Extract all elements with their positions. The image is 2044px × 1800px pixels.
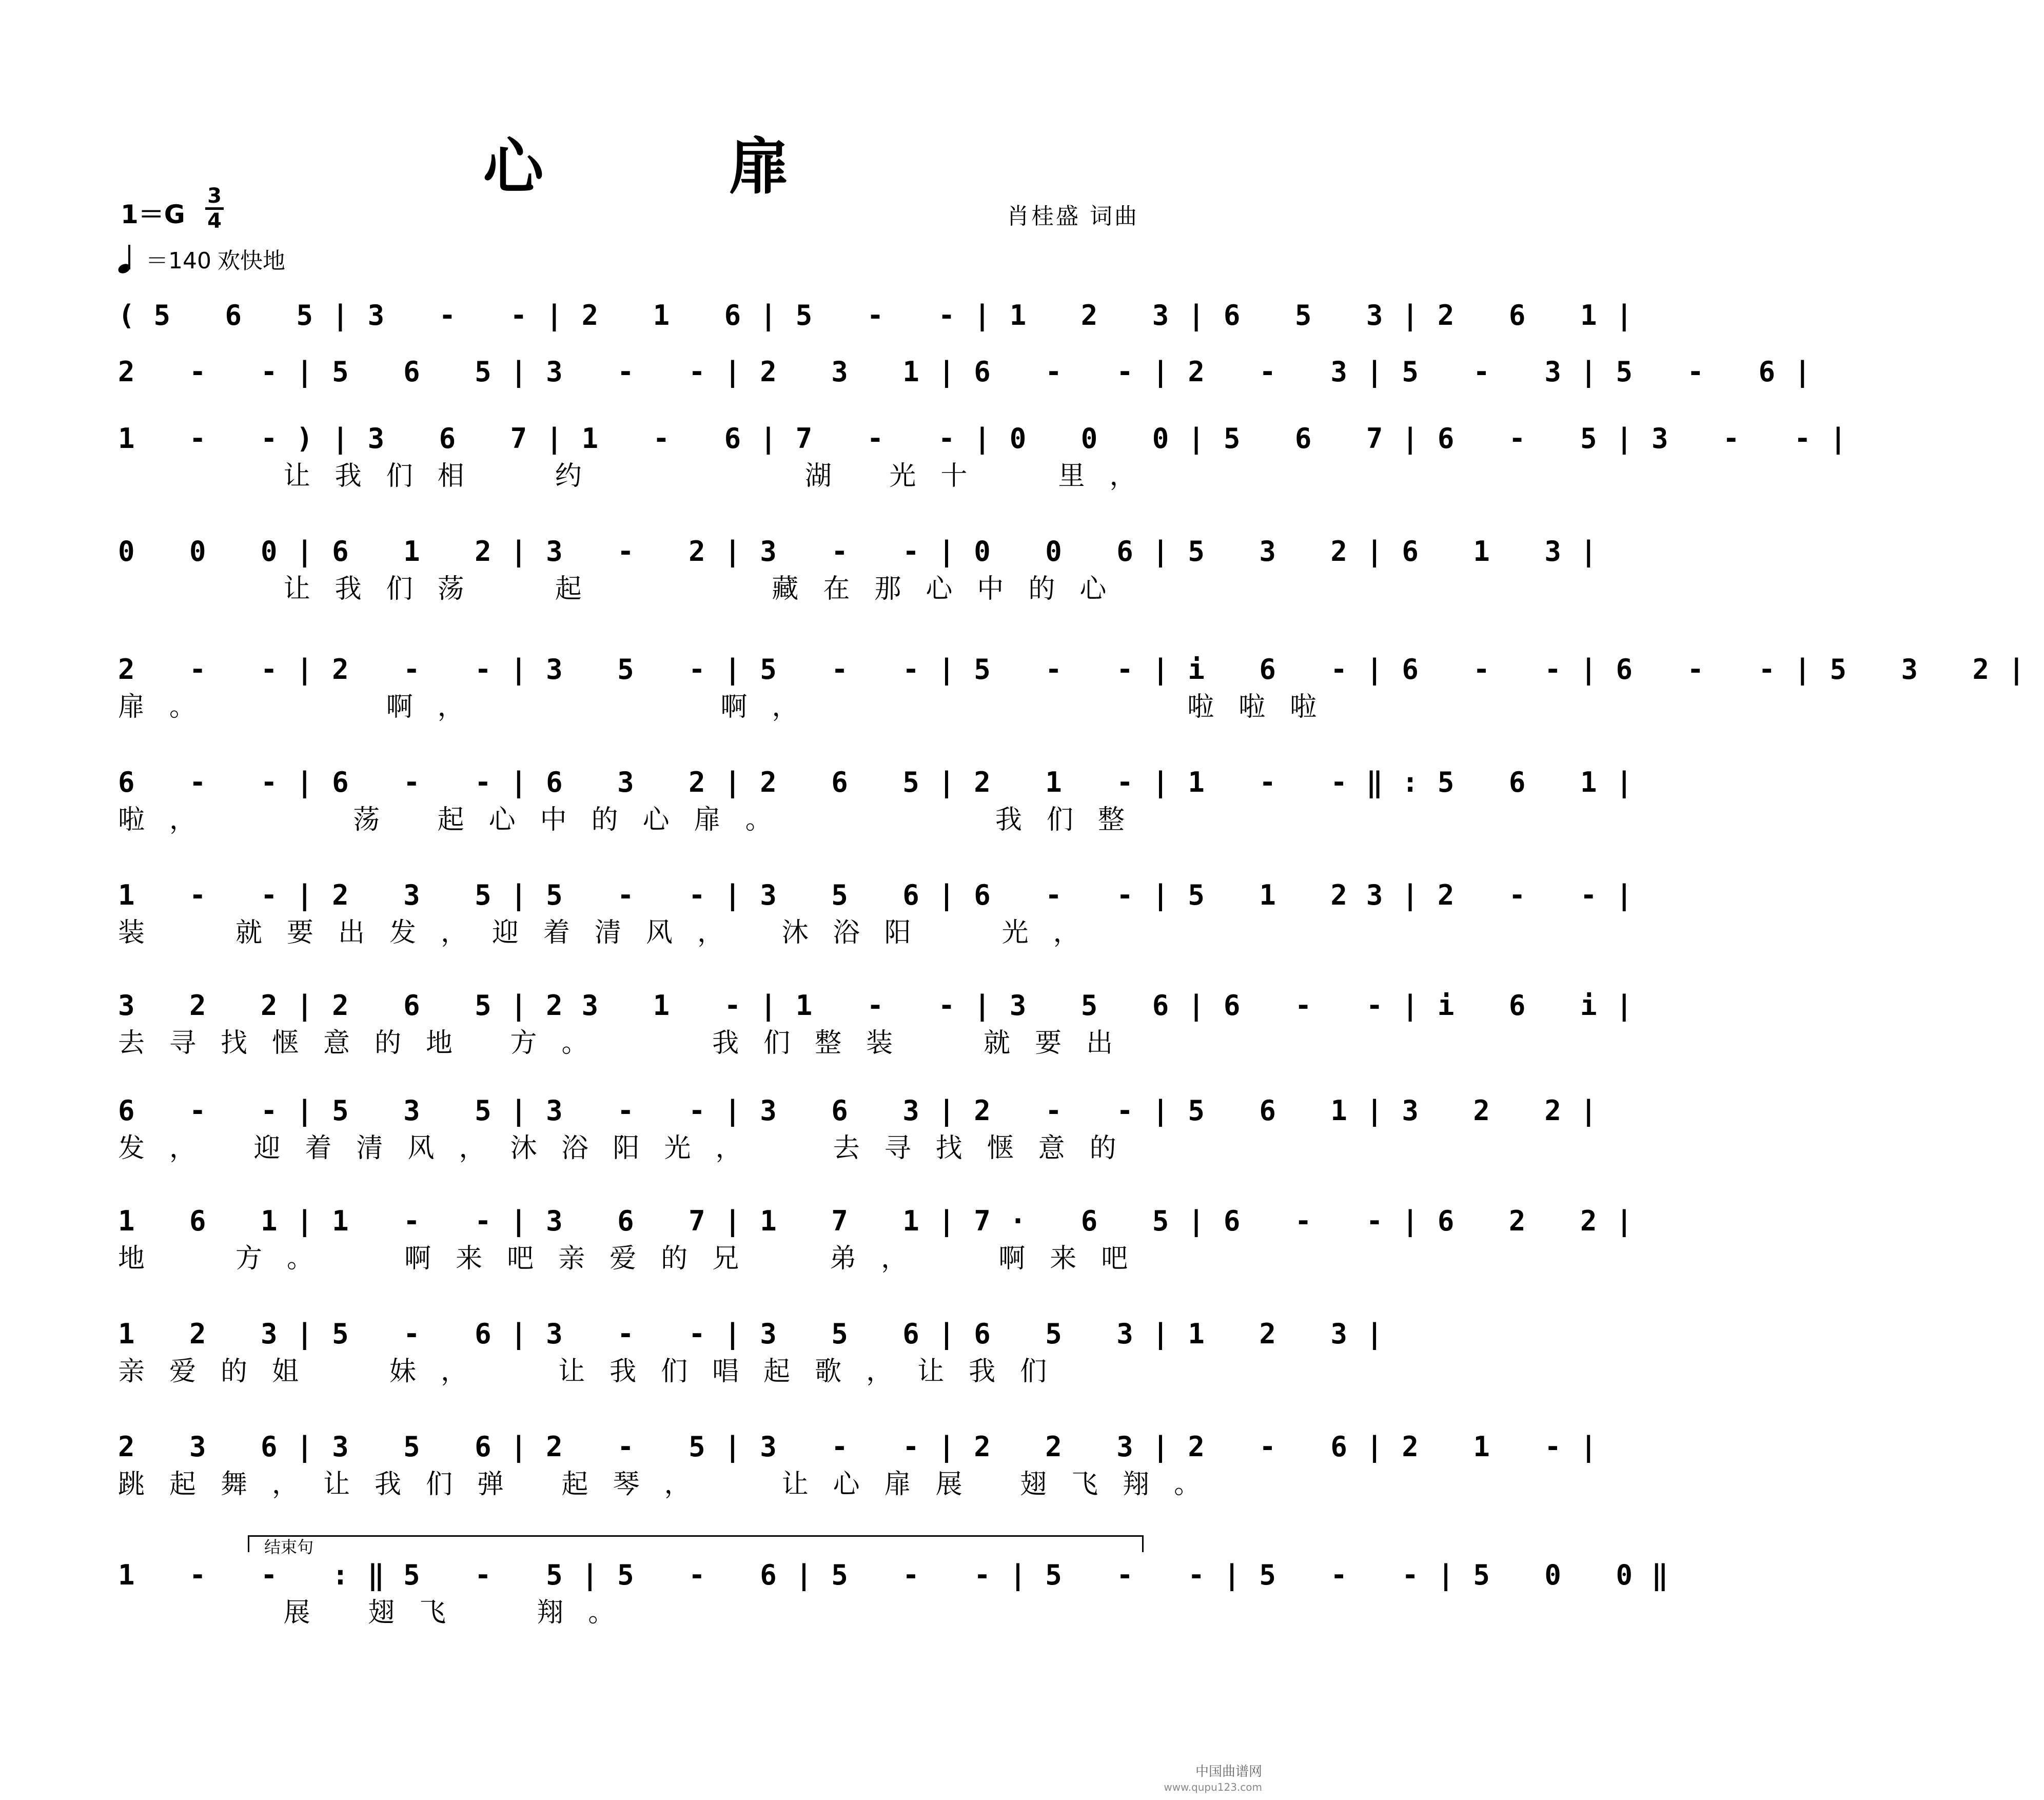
notes-line: 0 0 0|6 1 2|3 - 2|3 - -|0 0 6|5 3 2|6 1 3| <box>118 535 1616 568</box>
system-3 <box>118 421 1866 493</box>
lyrics-line: 亲爱的姐 妹， 让我们唱起歌，让我们 <box>118 1356 1072 1387</box>
notes-line: 2 - -|5 6 5|3 - -|2 3 1|6 - -|2 - 3|5 - 3|5 - 6| <box>118 356 1830 388</box>
watermark-url: www.qupu123.com <box>1164 1781 1262 1793</box>
tempo-value: ＝140 <box>146 248 211 274</box>
system-5 <box>118 652 2044 723</box>
lyrics-line: 跳起舞，让我们弹 起琴， 让心扉展 翅飞翔。 <box>118 1469 1226 1500</box>
time-signature-top: 3 <box>207 184 222 208</box>
notes-line: 2 3 6|3 5 6|2 - 5|3 - -|2 2 3|2 - 6|2 1 -| <box>118 1431 1616 1463</box>
lyrics-line: 装 就要出发，迎着清风， 沐浴阳 光， <box>118 917 1105 948</box>
lyrics-line: 让我们相 约 湖 光十 里， <box>118 461 1161 492</box>
notes-line: 2 - -|2 - -|3 5 -|5 - -|5 - -|i 6 -|6 - -|6 - -|5 3 2| <box>118 653 2044 686</box>
system-8 <box>118 988 1652 1060</box>
notes-line: 6 - -|6 - -|6 3 2|2 6 5|2 1 -|1 - -‖:5 6 1| <box>118 766 1652 798</box>
lyrics-line: 让我们荡 起 藏在那心中的心 <box>118 574 1131 604</box>
notes-line: 1 - - :‖5 - 5|5 - 6|5 - -|5 - -|5 - -|5 0 0‖ <box>118 1559 1687 1591</box>
system-9 <box>118 1093 1616 1165</box>
system-1 <box>118 298 1652 337</box>
watermark-site: 中国曲谱网 <box>1195 1764 1262 1779</box>
time-signature-bottom: 4 <box>207 209 222 233</box>
system-13 <box>118 1557 1687 1629</box>
notes-line: 3 2 2|2 6 5|23 1 -|1 - -|3 5 6|6 - -|i 6 i| <box>118 989 1652 1022</box>
notes-line: 6 - -|5 3 5|3 - -|3 6 3|2 - -|5 6 1|3 2 2| <box>118 1094 1616 1127</box>
key-signature: 1＝G <box>121 200 185 229</box>
notes-line: 1 2 3|5 - 6|3 - -|3 5 6|6 5 3|1 2 3| <box>118 1318 1402 1350</box>
lyrics-line: 展 翅飞 翔。 <box>118 1597 640 1628</box>
watermark <box>1164 1764 1262 1795</box>
lyrics-line: 地 方。 啊来吧亲爱的兄 弟， 啊来吧 <box>118 1243 1153 1274</box>
notes-line: 1 - -|2 3 5|5 - -|3 5 6|6 - -|5 1 23|2 - -| <box>118 879 1652 911</box>
system-11 <box>118 1316 1402 1388</box>
system-6 <box>118 765 1652 836</box>
lyrics-line: 扉。 啊， 啊， 啦啦啦 <box>118 692 1342 722</box>
system-7 <box>118 877 1652 949</box>
ending-bracket <box>248 1535 1144 1552</box>
notes-line: (5 6 5|3 - -|2 1 6|5 - -|1 2 3|6 5 3|2 6 1| <box>118 299 1652 331</box>
author-credit: 肖桂盛 词曲 <box>1007 203 1139 229</box>
notes-line: 1 - -)|3 6 7|1 - 6|7 - -|0 0 0|5 6 7|6 - 5|3 - -| <box>118 422 1866 455</box>
ending-label: 结束句 <box>264 1537 314 1557</box>
lyrics-line: 去寻找惬意的地 方。 我们整装 就要出 <box>118 1028 1138 1059</box>
system-10 <box>118 1203 1652 1275</box>
lyrics-line: 啦， 荡 起心中的心扉。 我们整 <box>118 805 1149 835</box>
page-title: 心 扉 <box>483 131 872 202</box>
system-2 <box>118 354 1830 393</box>
lyrics-line: 发， 迎着清风，沐浴阳光， 去寻找惬意的 <box>118 1133 1141 1164</box>
system-4 <box>118 534 1616 605</box>
system-12 <box>118 1429 1616 1501</box>
tempo-marking: 欢快地 <box>217 248 285 274</box>
notes-line: 1 6 1|1 - -|3 6 7|1 7 1|7· 6 5|6 - -|6 2 2| <box>118 1205 1652 1237</box>
